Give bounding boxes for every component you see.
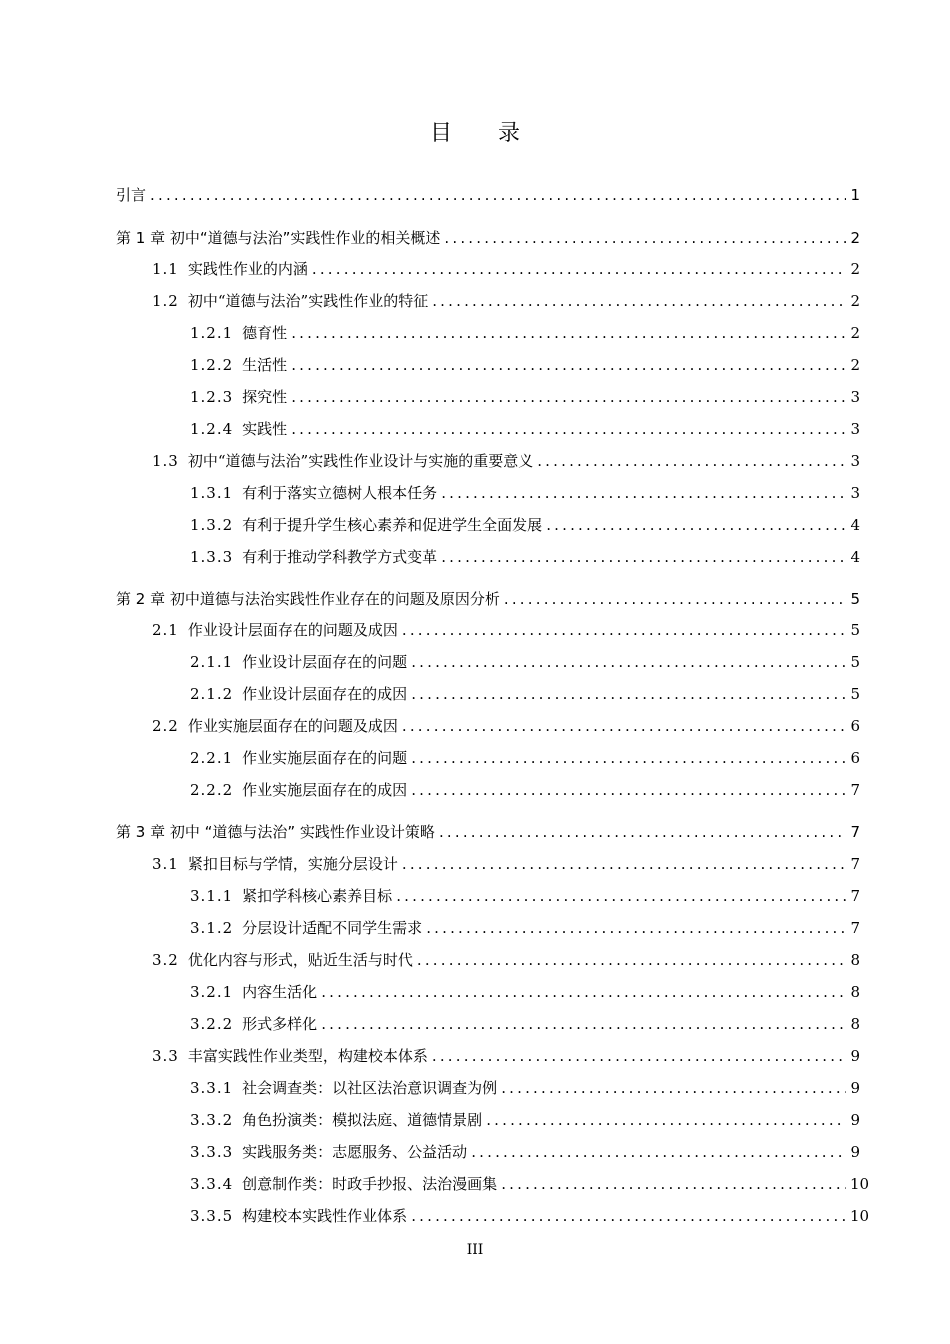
toc-entry-page: 3 xyxy=(850,420,860,438)
toc-section-entry[interactable] xyxy=(152,852,860,876)
toc-subsection-entry[interactable] xyxy=(190,980,860,1004)
toc-dot-leader xyxy=(291,385,846,409)
toc-dot-leader xyxy=(411,778,846,802)
toc-subsection-entry[interactable] xyxy=(190,1108,860,1132)
toc-entry-number: 3.1.1 xyxy=(190,887,234,905)
toc-entry-number: 1.2.2 xyxy=(190,356,234,374)
toc-entry-number: 3.2 xyxy=(152,951,179,969)
toc-entry-title: 紧扣目标与学情，实施分层设计 xyxy=(187,855,398,873)
toc-entry-page: 10 xyxy=(850,1175,870,1193)
toc-entry-number: 1.2.1 xyxy=(190,324,234,342)
toc-entry-title: 作业实施层面存在的成因 xyxy=(242,781,408,799)
toc-entry-number: 2.2 xyxy=(152,717,179,735)
toc-entry-title: 有利于提升学生核心素养和促进学生全面发展 xyxy=(242,516,543,534)
toc-subsection-entry[interactable] xyxy=(190,1076,860,1100)
toc-entry-page: 8 xyxy=(850,951,860,969)
toc-entry-page: 2 xyxy=(850,356,860,374)
toc-subsection-entry[interactable] xyxy=(190,1140,860,1164)
toc-subsection-entry[interactable] xyxy=(190,353,860,377)
toc-entry-title: 作业实施层面存在的问题 xyxy=(242,749,408,767)
toc-subsection-entry[interactable] xyxy=(190,682,860,706)
toc-entry-page: 6 xyxy=(850,717,860,735)
toc-entry-title: 作业设计层面存在的成因 xyxy=(242,685,408,703)
toc-subsection-entry[interactable] xyxy=(190,513,860,537)
toc-entry-title: 实践性 xyxy=(242,420,288,438)
toc-dot-leader xyxy=(486,1108,846,1132)
toc-entry-page: 4 xyxy=(850,548,860,566)
toc-entry-page: 9 xyxy=(850,1111,860,1129)
toc-dot-leader xyxy=(426,916,846,940)
toc-section-entry[interactable] xyxy=(152,618,860,642)
toc-entry-title: 角色扮演类：模拟法庭、道德情景剧 xyxy=(242,1111,483,1129)
toc-entry-page: 4 xyxy=(850,516,860,534)
toc-entry-title: 优化内容与形式，贴近生活与时代 xyxy=(187,951,413,969)
toc-entry-title: 初中“道德与法治”实践性作业设计与实施的重要意义 xyxy=(187,452,534,470)
toc-entry-title: 内容生活化 xyxy=(242,983,318,1001)
toc-dot-leader xyxy=(417,948,846,972)
toc-entry-page: 6 xyxy=(850,749,860,767)
toc-entry-number: 1.3.1 xyxy=(190,484,234,502)
toc-entry-number: 3.3.2 xyxy=(190,1111,234,1129)
toc-entry-number: 2.1.2 xyxy=(190,685,234,703)
toc-entry-number: 1.2 xyxy=(152,292,179,310)
toc-dot-leader xyxy=(402,852,846,876)
toc-entry-title: 丰富实践性作业类型，构建校本体系 xyxy=(187,1047,428,1065)
toc-chapter-entry[interactable] xyxy=(116,183,860,207)
toc-subsection-entry[interactable] xyxy=(190,916,860,940)
toc-entry-title: 作业设计层面存在的问题 xyxy=(242,653,408,671)
toc-dot-leader xyxy=(150,183,846,207)
toc-dot-leader xyxy=(501,1076,846,1100)
toc-entry-page: 10 xyxy=(850,1207,870,1225)
toc-dot-leader xyxy=(504,587,846,611)
toc-section-entry[interactable] xyxy=(152,948,860,972)
toc-dot-leader xyxy=(439,820,846,844)
toc-dot-leader xyxy=(441,481,846,505)
toc-entry-title: 形式多样化 xyxy=(242,1015,318,1033)
toc-entry-title: 创意制作类：时政手抄报、法治漫画集 xyxy=(242,1175,498,1193)
toc-chapter-entry[interactable] xyxy=(116,226,860,250)
toc-entry-page: 2 xyxy=(850,292,860,310)
toc-entry-page: 3 xyxy=(850,484,860,502)
toc-entry-number: 3.1 xyxy=(152,855,179,873)
toc-entry-number: 3.2.1 xyxy=(190,983,234,1001)
toc-entry-title: 第 3 章 初中 “道德与法治” 实践性作业设计策略 xyxy=(116,823,435,841)
toc-entry-page: 3 xyxy=(850,452,860,470)
toc-dot-leader xyxy=(411,650,846,674)
toc-entry-title: 第 1 章 初中“道德与法治”实践性作业的相关概述 xyxy=(116,229,441,247)
toc-entry-page: 1 xyxy=(850,186,860,204)
toc-entry-page: 7 xyxy=(850,887,860,905)
toc-chapter-entry[interactable] xyxy=(116,820,860,844)
toc-entry-number: 1.1 xyxy=(152,260,179,278)
toc-section-entry[interactable] xyxy=(152,1044,860,1068)
toc-subsection-entry[interactable] xyxy=(190,650,860,674)
toc-entry-title: 实践性作业的内涵 xyxy=(187,260,308,278)
toc-dot-leader xyxy=(546,513,846,537)
toc-subsection-entry[interactable] xyxy=(190,545,860,569)
toc-entry-number: 3.2.2 xyxy=(190,1015,234,1033)
toc-subsection-entry[interactable] xyxy=(190,746,860,770)
toc-entry-number: 1.3.3 xyxy=(190,548,234,566)
toc-chapter-entry[interactable] xyxy=(116,587,860,611)
toc-entry-title: 构建校本实践性作业体系 xyxy=(242,1207,408,1225)
toc-entry-number: 3.1.2 xyxy=(190,919,234,937)
toc-entry-title: 有利于落实立德树人根本任务 xyxy=(242,484,438,502)
toc-entry-page: 8 xyxy=(850,1015,860,1033)
toc-section-entry[interactable] xyxy=(152,289,860,313)
toc-dot-leader xyxy=(444,226,846,250)
toc-entry-number: 2.2.1 xyxy=(190,749,234,767)
toc-dot-leader xyxy=(441,545,846,569)
toc-dot-leader xyxy=(411,682,846,706)
toc-entry-title: 实践服务类：志愿服务、公益活动 xyxy=(242,1143,468,1161)
toc-dot-leader xyxy=(396,884,846,908)
toc-entry-number: 3.3.4 xyxy=(190,1175,234,1193)
toc-dot-leader xyxy=(402,714,846,738)
toc-entry-page: 3 xyxy=(850,388,860,406)
toc-entry-page: 7 xyxy=(850,919,860,937)
toc-entry-number: 1.3.2 xyxy=(190,516,234,534)
toc-dot-leader xyxy=(312,257,846,281)
toc-entry-title: 紧扣学科核心素养目标 xyxy=(242,887,393,905)
toc-entry-title: 探究性 xyxy=(242,388,288,406)
toc-entry-number: 3.3 xyxy=(152,1047,179,1065)
toc-entry-number: 1.2.3 xyxy=(190,388,234,406)
toc-entry-number: 3.3.1 xyxy=(190,1079,234,1097)
toc-dot-leader xyxy=(321,980,846,1004)
toc-subsection-entry[interactable] xyxy=(190,321,860,345)
toc-entry-page: 7 xyxy=(850,823,860,841)
toc-entry-page: 9 xyxy=(850,1079,860,1097)
toc-section-entry[interactable] xyxy=(152,714,860,738)
toc-entry-page: 9 xyxy=(850,1047,860,1065)
toc-entry-page: 9 xyxy=(850,1143,860,1161)
toc-entry-title: 作业实施层面存在的问题及成因 xyxy=(187,717,398,735)
toc-entry-number: 1.3 xyxy=(152,452,179,470)
toc-dot-leader xyxy=(411,1204,846,1228)
toc-entry-title: 作业设计层面存在的问题及成因 xyxy=(187,621,398,639)
toc-dot-leader xyxy=(537,449,846,473)
toc-dot-leader xyxy=(432,289,846,313)
toc-dot-leader xyxy=(402,618,846,642)
toc-entry-title: 引言 xyxy=(116,186,147,204)
toc-dot-leader xyxy=(291,321,846,345)
toc-entry-number: 2.1 xyxy=(152,621,179,639)
toc-subsection-entry[interactable] xyxy=(190,884,860,908)
toc-entry-number: 2.2.2 xyxy=(190,781,234,799)
toc-entry-page: 5 xyxy=(850,590,860,608)
toc-entry-page: 5 xyxy=(850,685,860,703)
toc-entry-title: 德育性 xyxy=(242,324,288,342)
toc-dot-leader xyxy=(291,417,846,441)
toc-entry-page: 7 xyxy=(850,781,860,799)
toc-subsection-entry[interactable] xyxy=(190,481,860,505)
toc-subsection-entry[interactable] xyxy=(190,778,860,802)
toc-subsection-entry[interactable] xyxy=(190,1204,870,1228)
toc-subsection-entry[interactable] xyxy=(190,417,860,441)
toc-dot-leader xyxy=(432,1044,846,1068)
toc-entry-number: 2.1.1 xyxy=(190,653,234,671)
toc-dot-leader xyxy=(471,1140,846,1164)
toc-entry-page: 2 xyxy=(850,260,860,278)
toc-entry-page: 8 xyxy=(850,983,860,1001)
toc-entry-page: 2 xyxy=(850,324,860,342)
toc-entry-number: 1.2.4 xyxy=(190,420,234,438)
page-number-footer: III xyxy=(466,1242,484,1258)
toc-entry-page: 7 xyxy=(850,855,860,873)
toc-entry-title: 初中“道德与法治”实践性作业的特征 xyxy=(187,292,429,310)
toc-subsection-entry[interactable] xyxy=(190,1012,860,1036)
toc-entry-page: 2 xyxy=(850,229,860,247)
toc-section-entry[interactable] xyxy=(152,449,860,473)
toc-entry-title: 社会调查类：以社区法治意识调查为例 xyxy=(242,1079,498,1097)
toc-dot-leader xyxy=(291,353,846,377)
toc-dot-leader xyxy=(321,1012,846,1036)
toc-entry-title: 有利于推动学科教学方式变革 xyxy=(242,548,438,566)
toc-entry-title: 分层设计适配不同学生需求 xyxy=(242,919,423,937)
toc-entry-number: 3.3.3 xyxy=(190,1143,234,1161)
toc-entry-title: 生活性 xyxy=(242,356,288,374)
toc-dot-leader xyxy=(411,746,846,770)
toc-dot-leader xyxy=(501,1172,846,1196)
toc-entry-title: 第 2 章 初中道德与法治实践性作业存在的问题及原因分析 xyxy=(116,590,500,608)
toc-subsection-entry[interactable] xyxy=(190,1172,870,1196)
toc-entry-number: 3.3.5 xyxy=(190,1207,234,1225)
toc-entry-page: 5 xyxy=(850,653,860,671)
toc-entry-page: 5 xyxy=(850,621,860,639)
toc-section-entry[interactable] xyxy=(152,257,860,281)
toc-heading: 目录 xyxy=(429,121,566,146)
toc-subsection-entry[interactable] xyxy=(190,385,860,409)
